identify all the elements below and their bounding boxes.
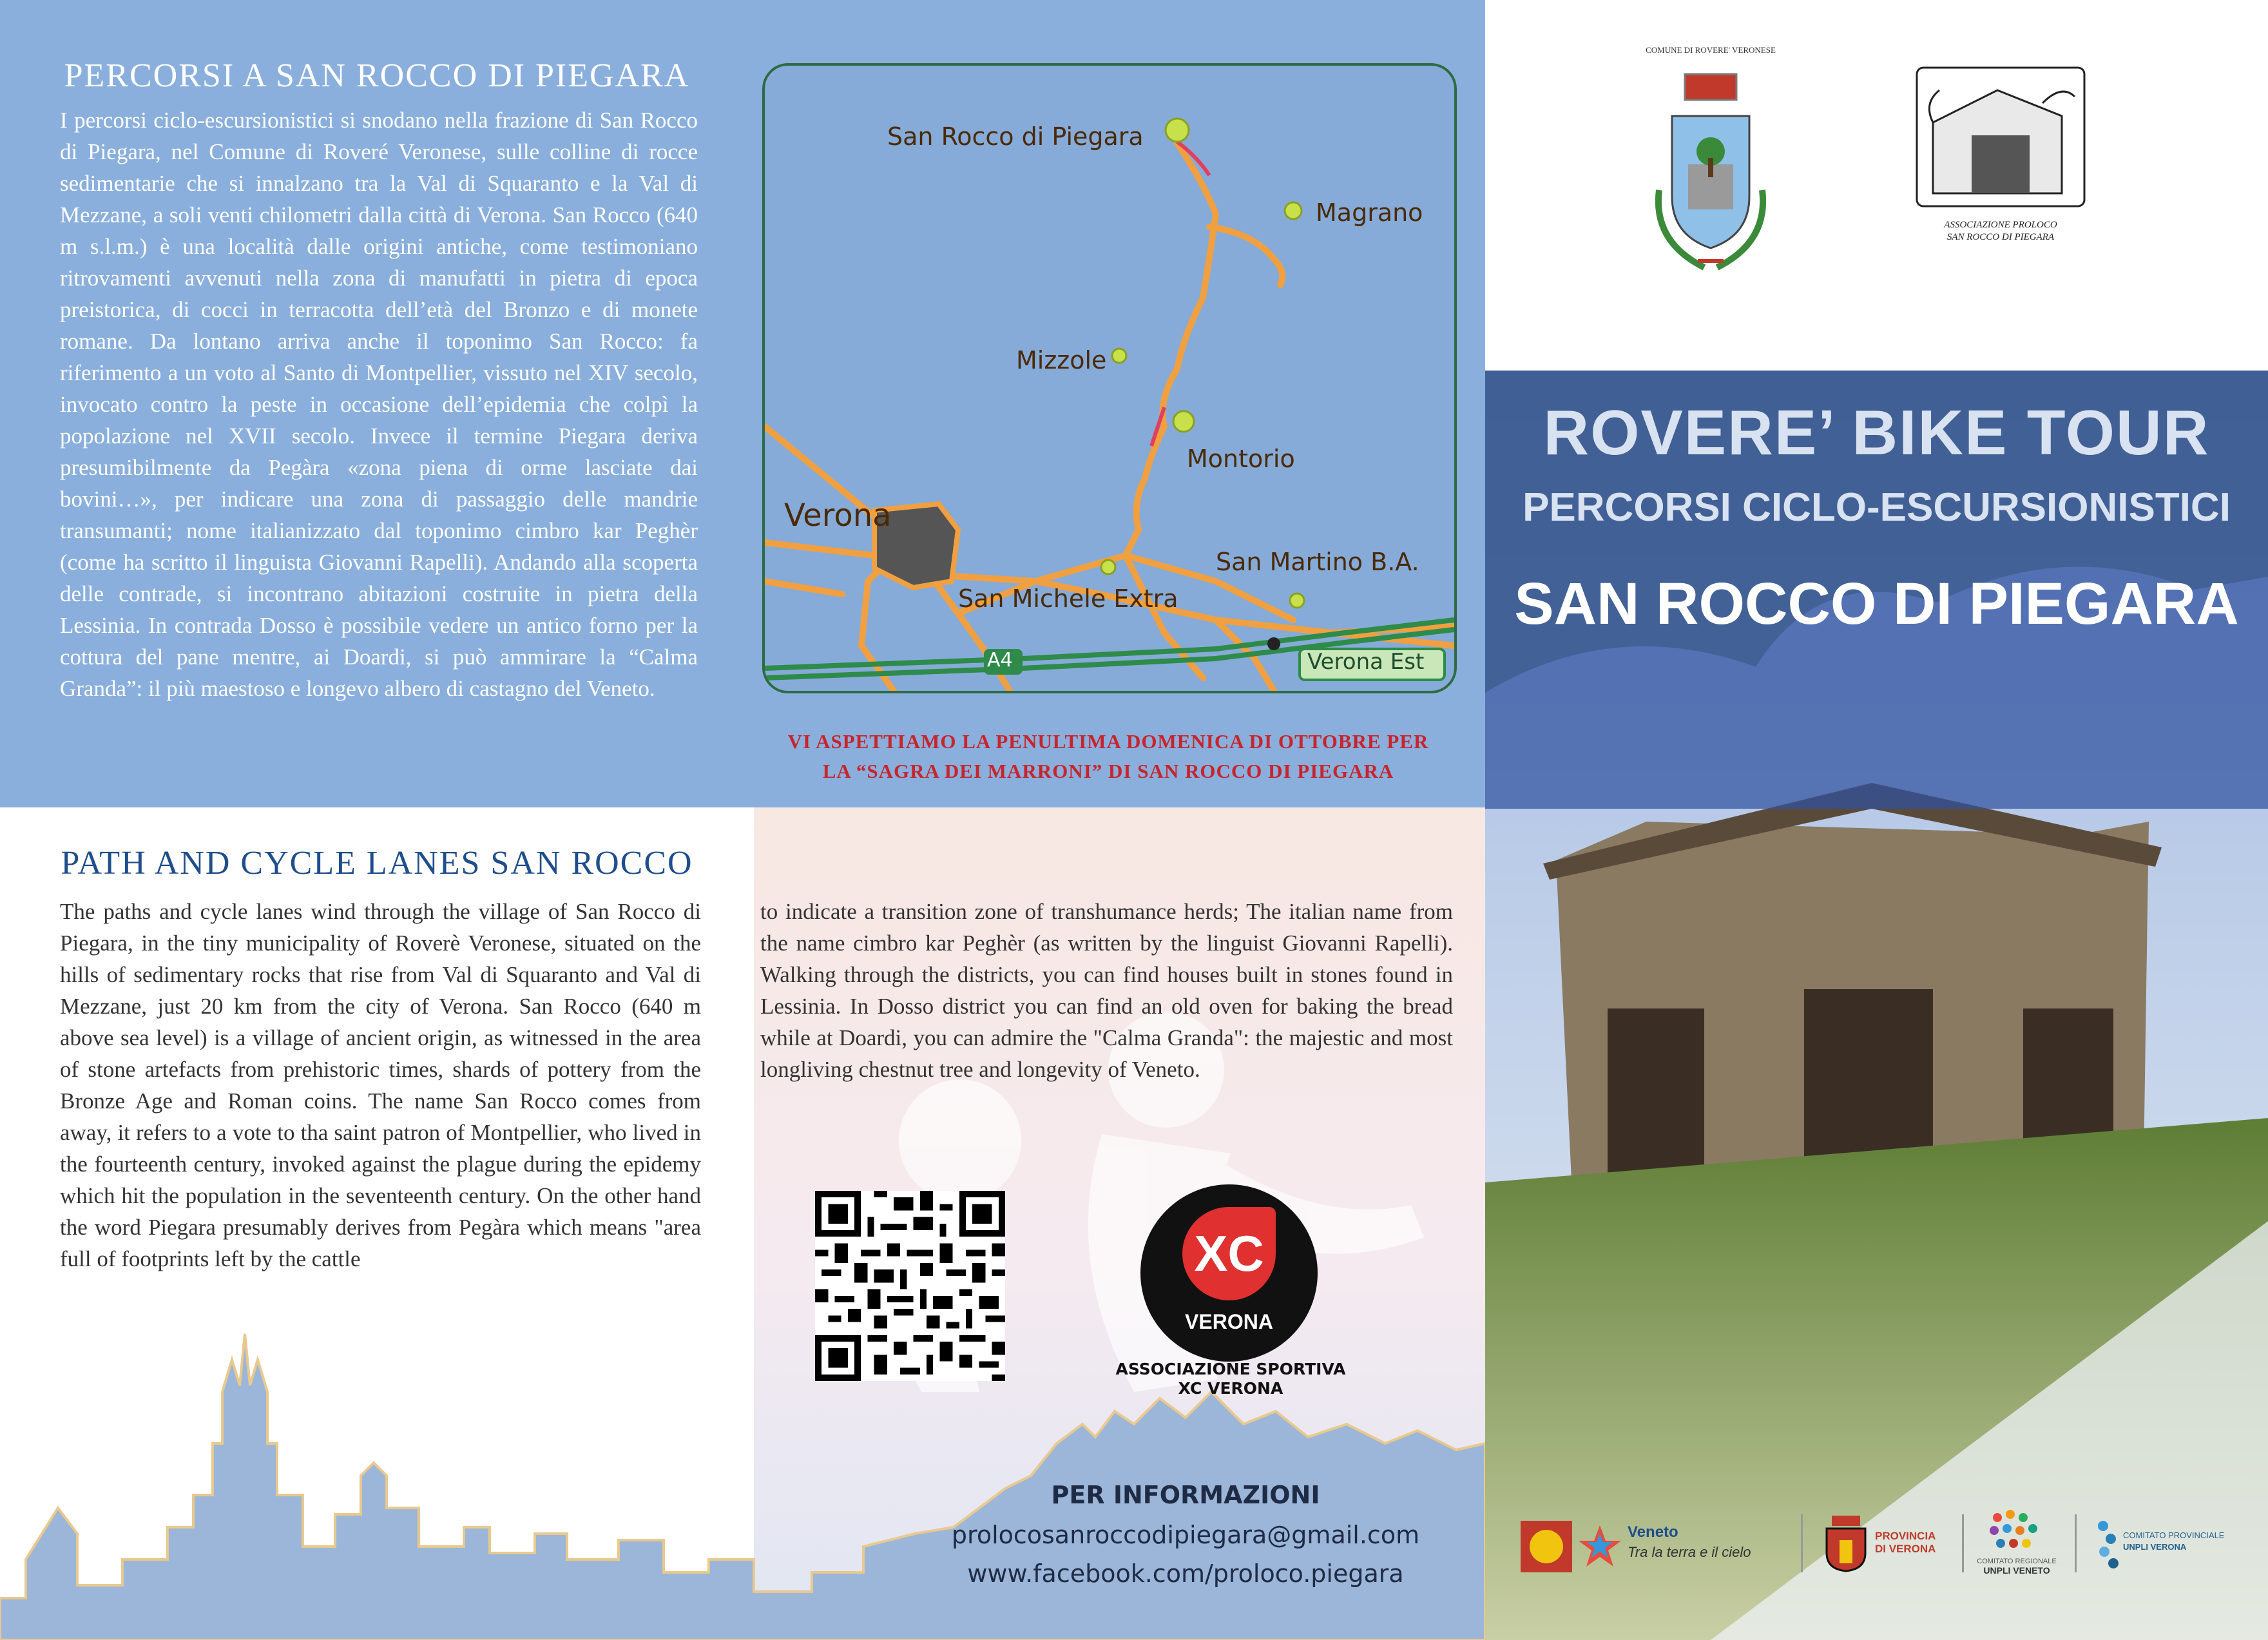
info-heading: PER INFORMAZIONI bbox=[1051, 1481, 1320, 1509]
proloco-line-1: ASSOCIAZIONE PROLOCO bbox=[1944, 220, 2057, 230]
proloco-line-2: SAN ROCCO DI PIEGARA bbox=[1946, 232, 2055, 242]
provincia-line-1: PROVINCIA bbox=[1875, 1530, 1936, 1542]
map-label-a4: A4 bbox=[987, 649, 1013, 671]
xc-association-caption bbox=[1089, 1360, 1372, 1398]
veneto-lion-icon bbox=[1521, 1521, 1572, 1572]
title-english: PATH AND CYCLE LANES SAN ROCCO bbox=[61, 845, 693, 882]
xc-city-text: VERONA bbox=[1185, 1310, 1273, 1333]
map-label-san-martino: San Martino B.A. bbox=[1216, 548, 1419, 576]
sagra-announcement bbox=[764, 727, 1453, 786]
comune-coat-of-arms-icon bbox=[1633, 61, 1788, 274]
unpli-verona-icon bbox=[2095, 1519, 2121, 1571]
map-label-verona-est: Verona Est bbox=[1307, 649, 1425, 675]
xc-assoc-line-2: XC VERONA bbox=[1178, 1379, 1283, 1398]
map-label-mizzole: Mizzole bbox=[1016, 346, 1107, 374]
comune-caption: COMUNE DI ROVERE' VERONESE bbox=[1646, 45, 1776, 55]
unpli-veneto-caption bbox=[1959, 1557, 2075, 1575]
unpli-verona-line-2: UNPLI VERONA bbox=[2123, 1542, 2187, 1552]
unpli-verona-line-1: COMITATO PROVINCIALE bbox=[2123, 1530, 2225, 1540]
provincia-shield-icon bbox=[1820, 1514, 1872, 1572]
map-label-magrano: Magrano bbox=[1316, 198, 1423, 227]
unpli-veneto-line-1: COMITATO REGIONALE bbox=[1977, 1558, 2057, 1565]
xc-badge-text: XC bbox=[1194, 1225, 1264, 1282]
proloco-drawing-icon bbox=[1914, 64, 2088, 213]
provincia-caption bbox=[1875, 1530, 1936, 1556]
route-map bbox=[762, 63, 1457, 693]
map-label-verona: Verona bbox=[784, 497, 892, 534]
unpli-veneto-line-2: UNPLI VENETO bbox=[1983, 1565, 2050, 1576]
provincia-line-2: DI VERONA bbox=[1875, 1543, 1936, 1555]
xc-assoc-line-1: ASSOCIAZIONE SPORTIVA bbox=[1115, 1360, 1346, 1378]
info-email[interactable]: prolocosanroccodipiegara@gmail.com bbox=[951, 1521, 1420, 1549]
sponsor-strip bbox=[1508, 1508, 2252, 1579]
sponsor-divider bbox=[1801, 1514, 1803, 1572]
map-label-san-michele: San Michele Extra bbox=[958, 584, 1178, 613]
qr-code-icon[interactable] bbox=[815, 1191, 1005, 1381]
title-italian: PERCORSI A SAN ROCCO DI PIEGARA bbox=[64, 57, 690, 94]
cover-place: SAN ROCCO DI PIEGARA bbox=[1514, 571, 2239, 637]
text-english-part1: The paths and cycle lanes wind through the village of San Rocco di Piegara, in the tiny municipality of Roverè Veronese, situated on the hills of sedimentary rocks that rise from Val di Squaranto and Val di Mezzane, just 20 km from the city of Verona. San Rocco (640 m above sea level) is a village of ancient origin, as witnessed in the area of stone artefacts from prehistoric times, shards of pottery from the Bronze Age and Roman coins. The name San Rocco comes from away, it refers to a vote to tha saint patron of Montpellier, who lived in the fourteenth century, invoked against the plague during the epidemy which hit the population in the seventeenth century. On the other hand the word Piegara presumably derives from Pegàra which means "area full of footprints left by the cattle bbox=[60, 899, 701, 1271]
text-english-part2: to indicate a transition zone of transhumance herds; The italian name from the name cimbro kar Peghèr (as written by the linguist Giovanni Rapelli). Walking through the districts, you can find houses built in stones found in Lessinia. In Dosso district you can find an old oven for baking the bread while at Doardi, you can admire the "Calma Granda": the majestic and most longliving chestnut tree and longevity of Veneto. bbox=[760, 899, 1453, 1082]
cover-title: ROVERE’ BIKE TOUR bbox=[1543, 397, 2210, 468]
text-italian: I percorsi ciclo-escursionistici si snodano nella frazione di San Rocco di Piegara, nel Comune di Roveré Veronese, sulle colline di rocce sedimentarie che si innalzano tra la Val di Squaranto e la Val di Mezzane, a soli venti chilometri dalla città di Verona. San Rocco (640 m s.l.m.) è una località dalle origini antiche, come testimoniano ritrovamenti avvenuti nella zona di manufatti in pietra di epoca preistorica, di cocci in terracotta dell’età del Bronzo e di monete romane. Da lontano arriva anche il toponimo San Rocco: fa riferimento a un voto al Santo di Montpellier, vissuto nel XIV secolo, invocato contro la peste in occasione dell’epidemia che colpì la popolazione nel XVII secolo. Invece il termine Piegara deriva presumibilmente da Pegàra «zona piena di orme lasciate dai bovini…», per indicare una zona di passaggio delle mandrie transumanti; nome italianizzato dal toponimo cimbro kar Peghèr (come ha scritto il linguista Giovanni Rapelli). Andando alla scoperta delle contrade, si incontrano abitazioni costruite in pietra della Lessinia. In contrada Dosso è possibile vedere un antico forno per la cottura del pane mentre, ai Doardi, si può ammirare la “Calma Granda”: il più maestoso e longevo albero di castagno del Veneto. bbox=[60, 108, 698, 701]
cover-subtitle: PERCORSI CICLO-ESCURSIONISTICI bbox=[1523, 485, 2231, 530]
sponsor-divider-3 bbox=[2075, 1514, 2077, 1572]
map-label-san-rocco: San Rocco di Piegara bbox=[887, 122, 1144, 151]
sagra-line-1: VI ASPETTIAMO LA PENULTIMA DOMENICA DI OTTOBRE PER bbox=[787, 730, 1429, 753]
proloco-caption bbox=[1907, 219, 2094, 244]
sagra-line-2: LA “SAGRA DEI MARRONI” DI SAN ROCCO DI PIEGARA bbox=[822, 760, 1394, 782]
unpli-verona-caption bbox=[2123, 1530, 2224, 1553]
unpli-veneto-dots-icon bbox=[1984, 1508, 2049, 1556]
veneto-tagline: Tra la terra e il cielo bbox=[1628, 1544, 1751, 1560]
info-facebook-link[interactable]: www.facebook.com/proloco.piegara bbox=[967, 1559, 1404, 1588]
veneto-name: Veneto bbox=[1628, 1523, 1678, 1541]
veneto-lion-inner bbox=[1530, 1530, 1563, 1563]
map-label-montorio: Montorio bbox=[1187, 445, 1295, 473]
veneto-star-icon bbox=[1577, 1524, 1622, 1569]
xc-verona-logo bbox=[1140, 1184, 1318, 1362]
